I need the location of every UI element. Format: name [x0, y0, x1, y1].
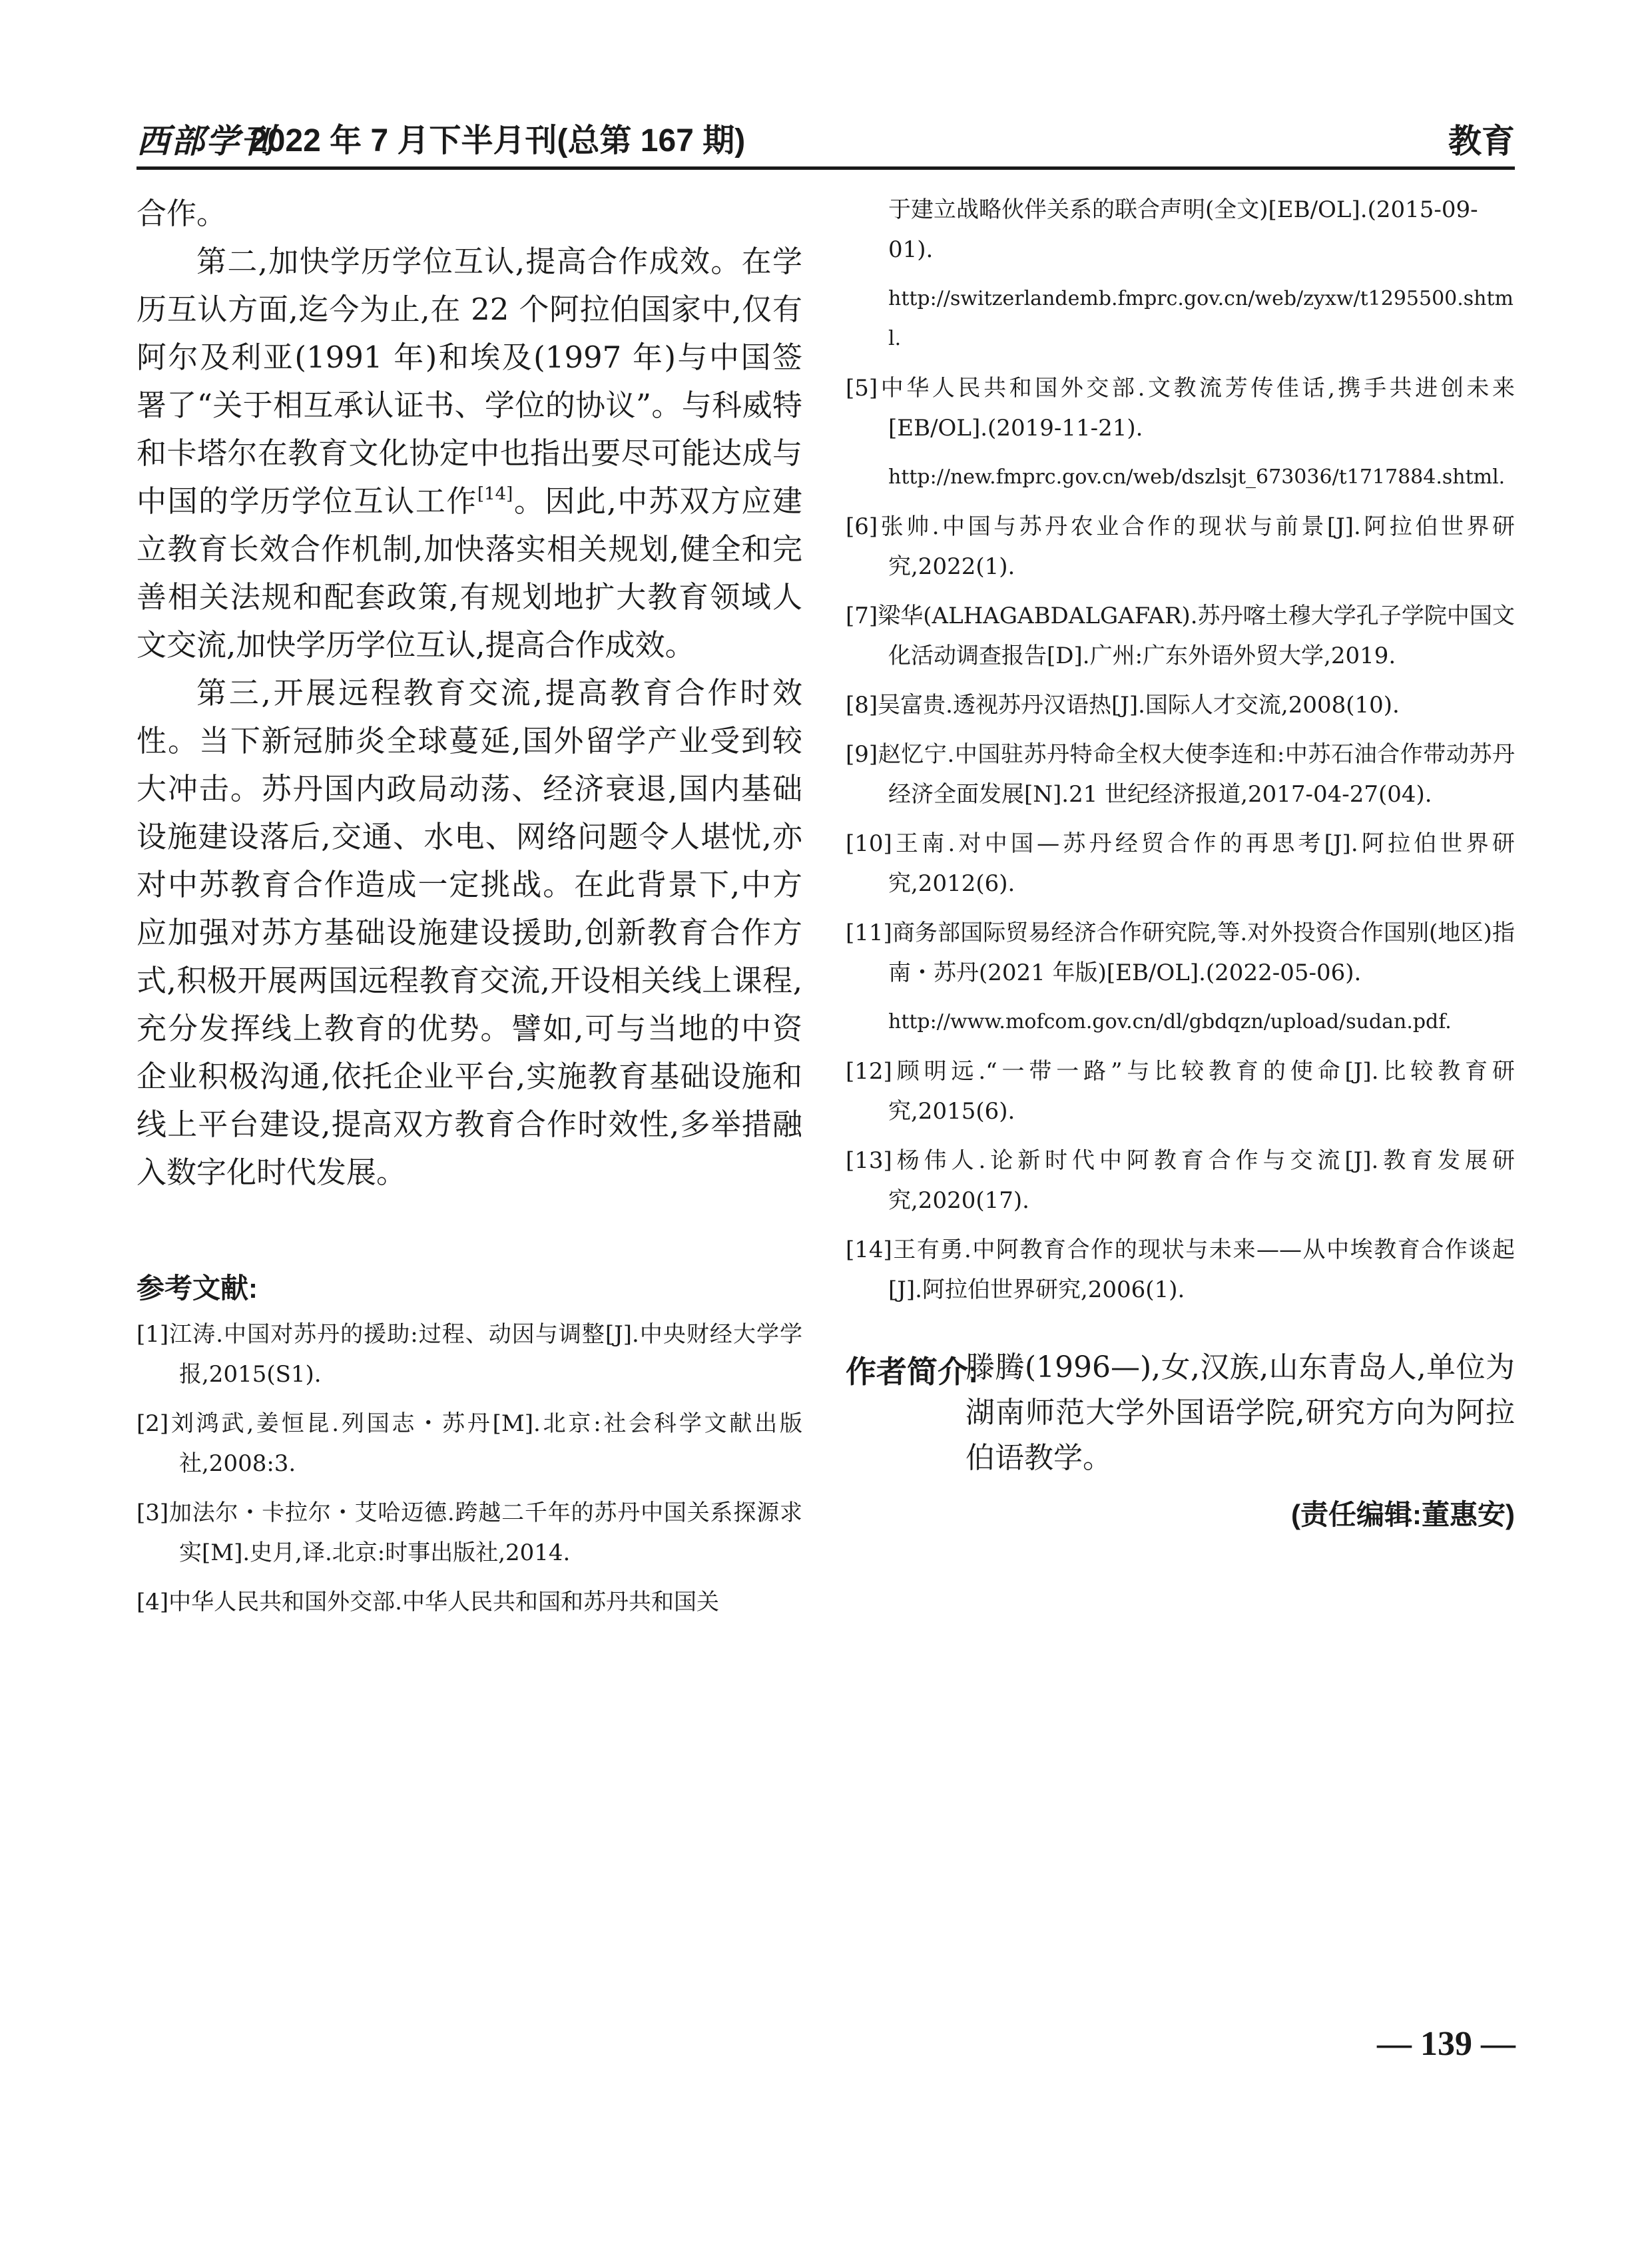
reference-item: [7]梁华(ALHAGABDALGAFAR).苏丹喀土穆大学孔子学院中国文化活动调查报告[D].广州:广东外语外贸大学,2019. — [846, 603, 1515, 669]
reference-item: [12]顾明远.“一带一路”与比较教育的使命[J].比较教育研究,2015(6). — [846, 1058, 1515, 1125]
reference-item: [2]刘鸿武,姜恒昆.列国志・苏丹[M].北京:社会科学文献出版社,2008:3. — [137, 1410, 802, 1477]
paragraph-2-tail: 。因此,中苏双方应建立教育长效合作机制,加快落实相关规划,健全和完善相关法规和配套政策,有规划地扩大教育领域人文交流,加快学历学位互认,提高合作成效。 — [137, 483, 802, 663]
reference-item: [5]中华人民共和国外交部.文教流芳传佳话,携手共进创未来[EB/OL].(2019-11-21). — [846, 375, 1515, 441]
reference-continuation: 于建立战略伙伴关系的联合声明(全文)[EB/OL].(2015-09-01). — [888, 196, 1478, 263]
paragraph-1: 合作。 — [137, 196, 227, 231]
author-label: 作者简介: — [846, 1354, 979, 1389]
journal-logo: 西部学刊 — [137, 121, 275, 160]
reference-item: [8]吴富贵.透视苏丹汉语热[J].国际人才交流,2008(10). — [846, 692, 1400, 718]
section-name: 教育 — [1448, 123, 1515, 160]
reference-item: [6]张帅.中国与苏丹农业合作的现状与前景[J].阿拉伯世界研究,2022(1). — [846, 513, 1515, 580]
header-rule — [137, 166, 1515, 170]
reference-url[interactable]: http://www.mofcom.gov.cn/dl/gbdqzn/upload/sudan.pdf. — [888, 1010, 1452, 1033]
citation-marker[interactable]: [14] — [477, 484, 513, 504]
right-column — [846, 190, 1515, 1319]
reference-item: [13]杨伟人.论新时代中阿教育合作与交流[J].教育发展研究,2020(17). — [846, 1147, 1515, 1214]
references-heading: 参考文献: — [137, 1272, 258, 1304]
reference-item: [3]加法尔・卡拉尔・艾哈迈德.跨越二千年的苏丹中国关系探源求实[M].史月,译.北京:时事出版社,2014. — [137, 1500, 802, 1566]
reference-item: [11]商务部国际贸易经济合作研究院,等.对外投资合作国别(地区)指南・苏丹(2021 年版)[EB/OL].(2022-05-06). — [846, 920, 1515, 986]
reference-item: [1]江涛.中国对苏丹的援助:过程、动因与调整[J].中央财经大学学报,2015(S1). — [137, 1321, 802, 1388]
author-bio: 滕腾(1996—),女,汉族,山东青岛人,单位为湖南师范大学外国语学院,研究方向为阿拉伯语教学。 — [965, 1350, 1515, 1475]
reference-item: [4]中华人民共和国外交部.中华人民共和国和苏丹共和国关 — [137, 1589, 719, 1615]
paragraph-2 — [137, 238, 802, 669]
paragraph-3: 第三,开展远程教育交流,提高教育合作时效性。当下新冠肺炎全球蔓延,国外留学产业受到较大冲击。苏丹国内政局动荡、经济衰退,国内基础设施建设落后,交通、水电、网络问题令人堪忧,亦对中苏教育合作造成一定挑战。在此背景下,中方应加强对苏方基础设施建设援助,创新教育合作方式,积极开展两国远程教育交流,开设相关线上课程,充分发挥线上教育的优势。譬如,可与当地的中资企业积极沟通,依托企业平台,实施教育基础设施和线上平台建设,提高双方教育合作时效性,多举措融入数字化时代发展。 — [137, 675, 802, 1190]
left-column — [137, 190, 802, 1631]
page-number: — 139 — — [1377, 2025, 1515, 2063]
page-header — [137, 105, 1515, 165]
reference-item: [10]王南.对中国—苏丹经贸合作的再思考[J].阿拉伯世界研究,2012(6). — [846, 830, 1515, 897]
reference-item: [9]赵忆宁.中国驻苏丹特命全权大使李连和:中苏石油合作带动苏丹经济全面发展[N].21 世纪经济报道,2017-04-27(04). — [846, 741, 1515, 808]
author-block — [846, 1345, 1515, 1530]
reference-item: [14]王有勇.中阿教育合作的现状与未来——从中埃教育合作谈起[J].阿拉伯世界研究,2006(1). — [846, 1237, 1515, 1303]
reference-url[interactable]: http://new.fmprc.gov.cn/web/dszlsjt_673036/t1717884.shtml. — [888, 465, 1506, 489]
issue-info: 2022 年 7 月下半月刊(总第 167 期) — [250, 123, 746, 158]
responsible-editor: (责任编辑:董惠安) — [1291, 1499, 1515, 1530]
reference-url[interactable]: http://switzerlandemb.fmprc.gov.cn/web/zyxw/t1295500.shtml. — [888, 287, 1514, 350]
paragraph-2-text: 第二,加快学历学位互认,提高合作成效。在学历互认方面,迄今为止,在 22 个阿拉伯国家中,仅有阿尔及利亚(1991 年)和埃及(1997 年)与中国签署了“关于相互承认证书、学位的协议”。与科威特和卡塔尔在教育文化协定中也指出要尽可能达成与中国的学历学位互认工作 — [137, 244, 802, 519]
